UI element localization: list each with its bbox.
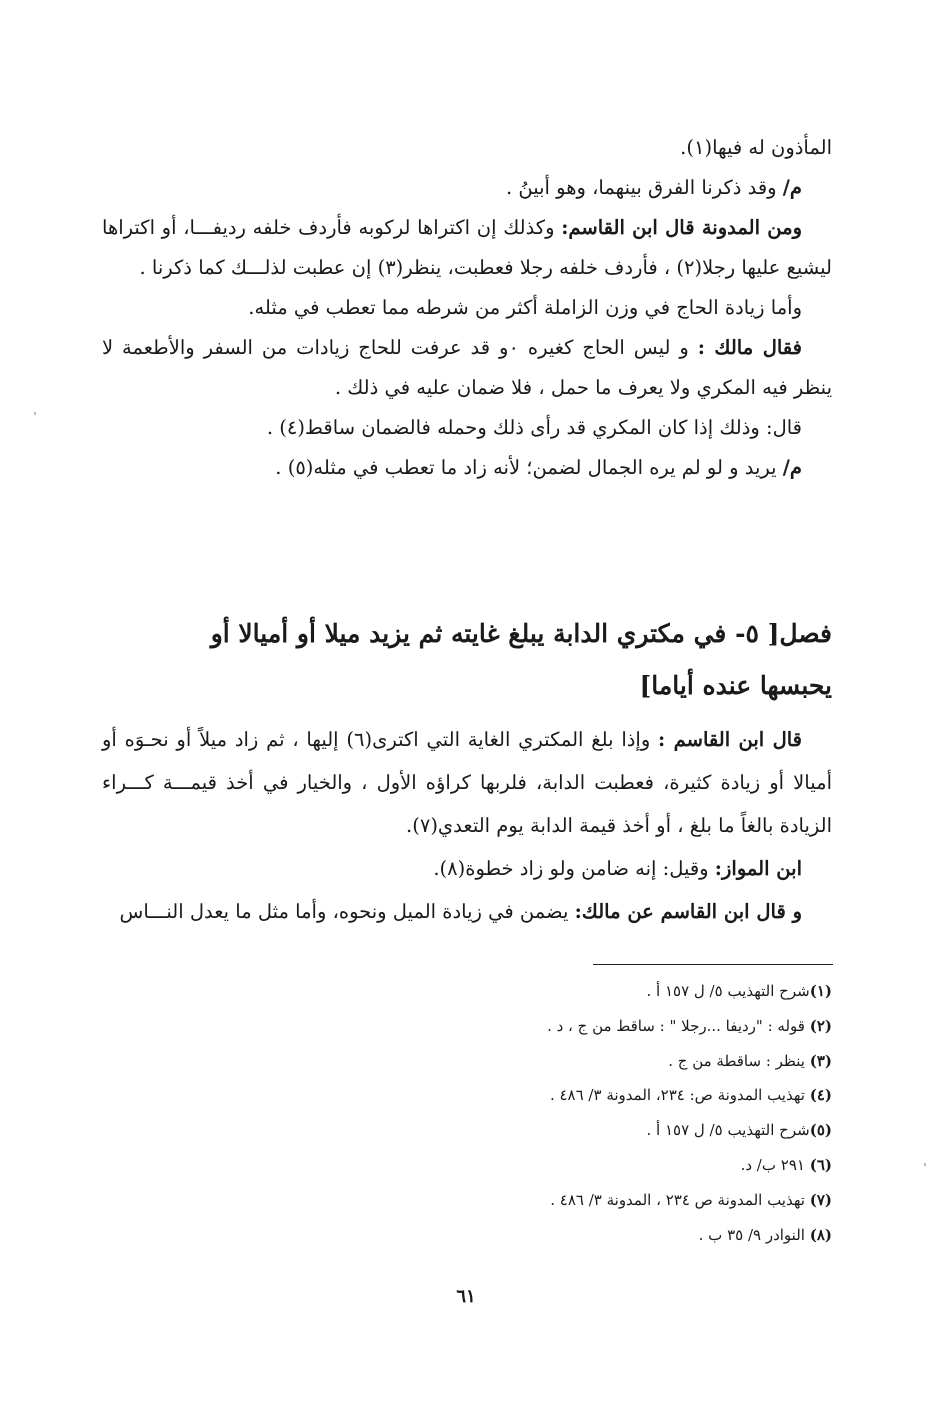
paragraph-6	[102, 408, 832, 448]
footnote-text: شرح التهذيب ٥/ ل ١٥٧ أ .	[646, 1121, 810, 1140]
footnote-text: شرح التهذيب ٥/ ل ١٥٧ أ .	[646, 982, 810, 1000]
section-paragraph-2-lead: ابن المواز:	[714, 857, 802, 880]
footnote-number: (٨)	[809, 1225, 832, 1244]
paragraph-1	[102, 128, 832, 168]
footnote-1	[102, 974, 832, 1009]
paragraph-5-lead: فقال مالك :	[697, 336, 802, 359]
footnote-text: تهذيب المدونة ص ٢٣٤ ، المدونة ٣/ ٤٨٦ .	[550, 1190, 810, 1209]
paragraph-4	[102, 288, 832, 328]
footnote-3	[102, 1044, 832, 1079]
paragraph-2-text: وقد ذكرنا الفرق بينهما، وهو أبينُ .	[505, 176, 783, 199]
paragraph-7	[102, 448, 832, 488]
paragraph-3	[102, 208, 832, 288]
paragraph-2-lead: م/	[782, 176, 802, 199]
section-paragraph-1-lead: قال ابن القاسم :	[658, 728, 802, 751]
paragraph-3-lead: ومن المدونة قال ابن القاسم:	[561, 216, 803, 239]
footnote-number: (٧)	[809, 1190, 832, 1209]
footnote-6	[102, 1148, 832, 1183]
scan-speck	[34, 412, 36, 415]
paragraph-1-text: المأذون له فيها(١).	[680, 136, 832, 159]
scan-speck	[924, 1163, 926, 1166]
paragraph-7-lead: م/	[782, 456, 802, 479]
footnote-8	[102, 1218, 832, 1253]
paragraph-7-text: يريد و لو لم يره الجمال لضمن؛ لأنه زاد ما تعطب في مثله(٥) .	[275, 456, 783, 479]
section-text-block	[102, 718, 832, 933]
footnote-2	[102, 1009, 832, 1044]
footnote-4	[102, 1078, 832, 1113]
footnotes	[102, 974, 832, 1252]
section-paragraph-1	[102, 718, 832, 847]
footnote-text: ٢٩١ ب/ د.	[740, 1155, 810, 1174]
paragraph-3-text: وكذلك إن اكتراها لركوبه فأردف خلفه رديفـــا، أو اكتراها ليشيع عليها رجلا(٢) ، فأردف خلفه رجلا فعطبت، ينظر(٣) إن عطبت لذلـــك كما ذكرنا .	[102, 216, 832, 279]
footnote-text: ينظر : ساقطة من ج .	[668, 1051, 810, 1070]
footnote-number: (٥)	[809, 1121, 832, 1140]
section-paragraph-2	[102, 847, 832, 890]
section-heading-line-1: فصل[ ٥- في مكتري الدابة يبلغ غايته ثم يزيد ميلا أو أميالا أو	[210, 619, 832, 648]
footnote-number: (٤)	[809, 1086, 832, 1105]
footnote-number: (٦)	[809, 1155, 832, 1174]
footnote-number: (٣)	[809, 1051, 832, 1070]
footnote-text: تهذيب المدونة ص: ٢٣٤، المدونة ٣/ ٤٨٦ .	[549, 1086, 810, 1105]
section-paragraph-3-text: يضمن في زيادة الميل ونحوه، وأما مثل ما يعدل النـــاس	[119, 900, 575, 923]
section-paragraph-1-text: وإذا بلغ المكتري الغاية التي اكترى(٦) إليها ، ثم زاد ميلاً أو نحـوَه أو أميالا أو زيادة كثيرة، فعطبت الدابة، فلربها كراؤه الأول ، والخيار في أخذ قيمـــة كـــراء الزيادة بالغاً ما بلغ ، أو أخذ قيمة الدابة يوم التعدي(٧).	[102, 728, 832, 837]
footnote-7	[102, 1183, 832, 1218]
paragraph-5-text: و ليس الحاج كغيره ٠و قد عرفت للحاج زيادات من السفر والأطعمة لا ينظر فيه المكري ولا يعرف ما حمل ، فلا ضمان عليه في ذلك .	[102, 336, 832, 399]
paragraph-2	[102, 168, 832, 208]
section-heading-line-2: يحبسها عنده أياما]	[639, 671, 832, 700]
section-paragraph-3	[102, 890, 832, 933]
main-text-block	[102, 128, 832, 488]
paragraph-4-text: وأما زيادة الحاج في وزن الزاملة أكثر من شرطه مما تعطب في مثله.	[248, 296, 802, 319]
footnote-text: قوله : "رديفا ...رجلا " : ساقط من ج ، د .	[547, 1016, 810, 1035]
footnote-5	[102, 1113, 832, 1148]
footnote-number: (١)	[809, 982, 832, 1000]
section-heading	[102, 608, 832, 712]
footnote-number: (٢)	[809, 1016, 832, 1035]
footnote-text: النوادر ٩/ ٣٥ ب .	[698, 1225, 810, 1244]
paragraph-5	[102, 328, 832, 408]
page-number: ٦١	[456, 1286, 476, 1307]
section-paragraph-2-text: وقيل: إنه ضامن ولو زاد خطوة(٨).	[433, 857, 715, 880]
footnote-separator	[593, 964, 833, 965]
section-paragraph-3-lead: و قال ابن القاسم عن مالك:	[574, 900, 802, 923]
paragraph-6-text: قال: وذلك إذا كان المكري قد رأى ذلك وحمله فالضمان ساقط(٤) .	[266, 416, 802, 439]
